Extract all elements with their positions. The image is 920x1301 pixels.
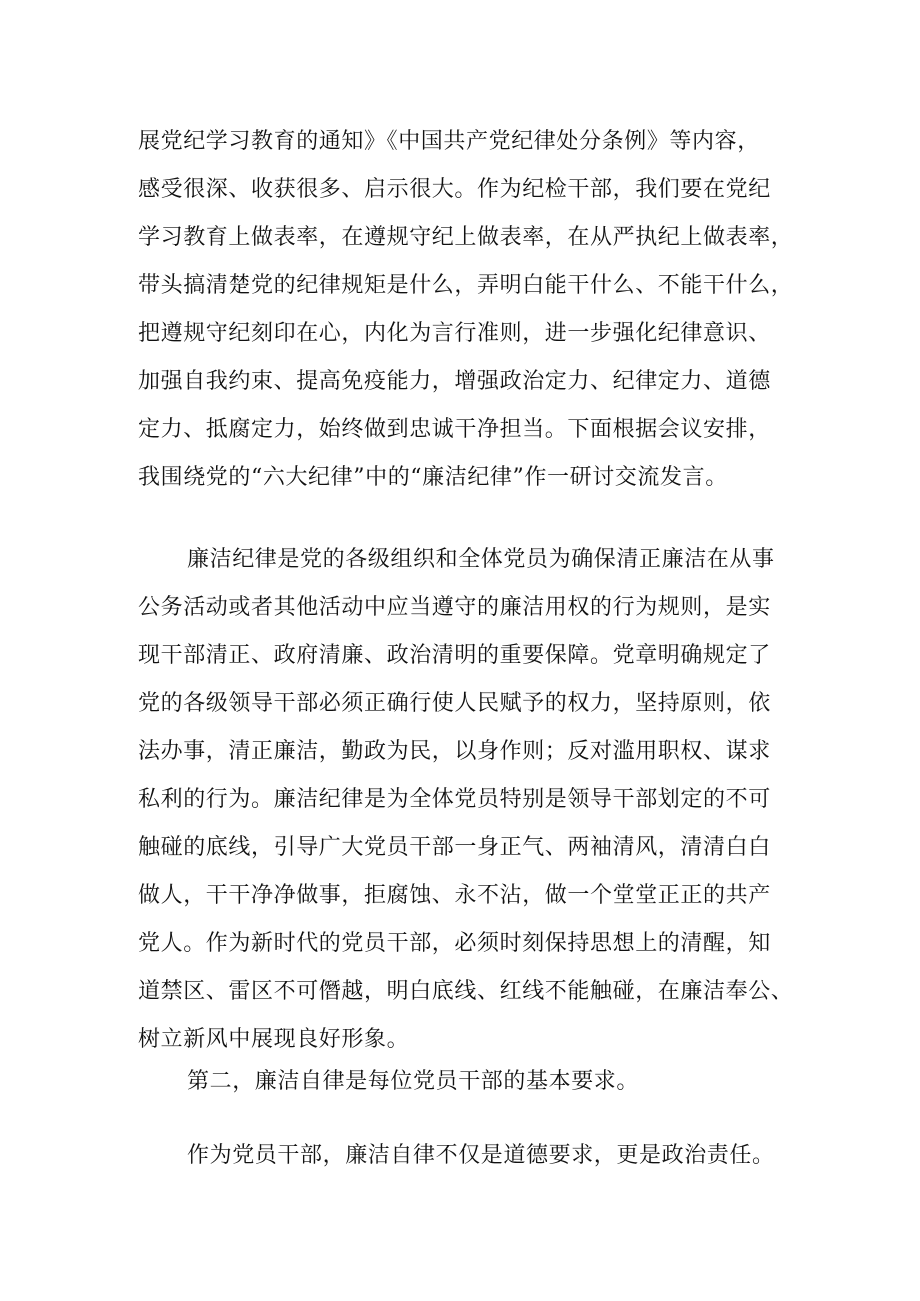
- paragraph-2-line-1: 廉洁纪律是党的各级组织和全体党员为确保清正廉洁在从事: [187, 547, 775, 572]
- paragraph-2-line-10: 道禁区、雷区不可僭越，明白底线、红线不能触碰，在廉洁奉公、: [138, 979, 794, 1004]
- paragraph-2-line-3: 现干部清正、政府清廉、政治清明的重要保障。党章明确规定了: [138, 643, 771, 668]
- paragraph-3-line-1: 作为党员干部，廉洁自律不仅是道德要求，更是政治责任。: [187, 1143, 775, 1168]
- paragraph-1-line-1: 展党纪学习教育的通知》《中国共产党纪律处分条例》等内容，: [138, 129, 760, 154]
- paragraph-2-line-11: 树立新风中展现良好形象。: [138, 1027, 410, 1052]
- section-heading-2: 第二，廉洁自律是每位党员干部的基本要求。: [187, 1069, 640, 1094]
- paragraph-2-line-2: 公务活动或者其他活动中应当遵守的廉洁用权的行为规则，是实: [138, 595, 771, 620]
- paragraph-1-line-6: 加强自我约束、提高免疫能力，增强政治定力、纪律定力、道德: [138, 369, 771, 394]
- paragraph-1-line-8: 我围绕党的“六大纪律”中的“廉洁纪律”作一研讨交流发言。: [138, 465, 728, 490]
- paragraph-1-line-5: 把遵规守纪刻印在心，内化为言行准则，进一步强化纪律意识、: [138, 321, 771, 346]
- paragraph-2-line-7: 触碰的底线，引导广大党员干部一身正气、两袖清风，清清白白: [138, 835, 771, 860]
- paragraph-2-line-5: 法办事，清正廉洁，勤政为民，以身作则；反对滥用职权、谋求: [138, 739, 771, 764]
- paragraph-2-line-9: 党人。作为新时代的党员干部，必须时刻保持思想上的清醒，知: [138, 931, 771, 956]
- paragraph-2-line-8: 做人，干干净净做事，拒腐蚀、永不沾，做一个堂堂正正的共产: [138, 883, 771, 908]
- paragraph-2-line-6: 私利的行为。廉洁纪律是为全体党员特别是领导干部划定的不可: [138, 787, 771, 812]
- paragraph-1-line-3: 学习教育上做表率，在遵规守纪上做表率，在从严执纪上做表率，: [138, 225, 794, 250]
- paragraph-1-line-7: 定力、抵腐定力，始终做到忠诚干净担当。下面根据会议安排，: [138, 417, 771, 442]
- paragraph-2-line-4: 党的各级领导干部必须正确行使人民赋予的权力，坚持原则，依: [138, 691, 771, 716]
- paragraph-1-line-2: 感受很深、收获很多、启示很大。作为纪检干部，我们要在党纪: [138, 177, 771, 202]
- paragraph-1-line-4: 带头搞清楚党的纪律规矩是什么，弄明白能干什么、不能干什么，: [138, 273, 794, 298]
